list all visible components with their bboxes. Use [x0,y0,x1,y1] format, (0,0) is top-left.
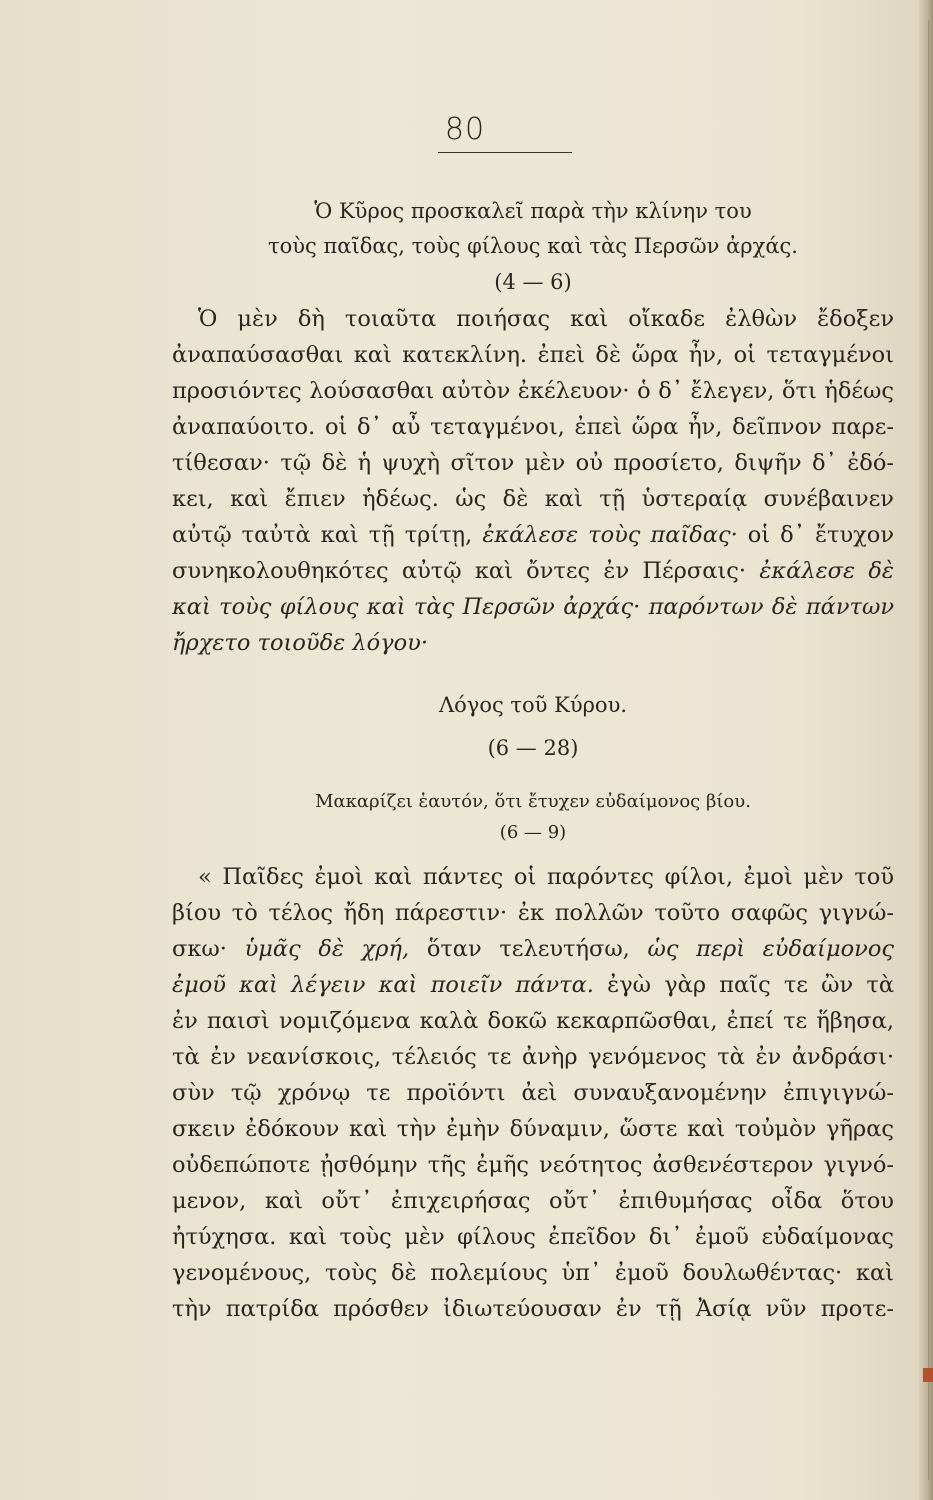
paragraph-line: ἠτύχησα. καὶ τοὺς μὲν φίλους ἐπεῖδον δι᾽ ἐμοῦ εὐδαίμονας [172,1224,894,1250]
paragraph-line [172,520,894,550]
text-run-italic: ἐκάλεσε δὲ [759,558,895,584]
page-number: 80 [444,112,486,147]
paragraph-line: « Παῖδες ἐμοὶ καὶ πάντες οἱ παρόντες φίλοι, ἐμοὶ μὲν τοῦ [198,864,894,890]
text-run: ὅταν τελευτήσω, [426,936,630,962]
text-run-italic: ἐκάλεσε τοὺς παῖδας· [482,522,738,548]
section-heading-title: Μακαρίζει ἑαυτόν, ὅτι ἔτυχεν εὐδαίμονος βίου. [315,791,751,812]
page-edge-mark [923,1368,933,1382]
paragraph-line: Ὁ μὲν δὴ τοιαῦτα ποιήσας καὶ οἴκαδε ἐλθὼν ἔδοξεν [198,306,894,332]
paragraph-line [172,556,894,586]
paragraph-line: οὐδεπώποτε ᾐσθόμην τῆς ἐμῆς νεότητος ἀσθενέστερον γιγνό- [172,1152,894,1178]
page-edge [919,0,933,1500]
paragraph-line: τὰ ἐν νεανίσκοις, τέλειός τε ἀνὴρ γενόμενος τὰ ἐν ἀνδράσι· [172,1044,894,1070]
page-number-rule [438,152,572,153]
paragraph-line: μενον, καὶ οὔτ᾽ ἐπιχειρήσας οὔτ᾽ ἐπιθυμήσας οἶδα ὅτου [172,1188,894,1214]
summary-heading-line-2: τοὺς παῖδας, τοὺς φίλους καὶ τὰς Περσῶν ἀρχάς. [268,234,798,258]
summary-heading-line-1: Ὁ Κῦρος προσκαλεῖ παρὰ τὴν κλίνην του [314,199,752,223]
text-run: συνηκολουθηκότες αὐτῷ καὶ ὄντες ἐν Πέρσαις· [172,558,747,584]
speech-heading-ref: (6 — 28) [487,736,579,760]
text-run-italic: ὑμᾶς δὲ χρή, [244,936,410,962]
paragraph-line: τὴν πατρίδα πρόσθεν ἰδιωτεύουσαν ἐν τῇ Ἀσίᾳ νῦν προτε- [172,1296,894,1322]
paragraph-line: κει, καὶ ἔπιεν ἡδέως. ὡς δὲ καὶ τῇ ὑστεραίᾳ συνέβαινεν [172,486,894,512]
paragraph-line: τίθεσαν· τῷ δὲ ἡ ψυχὴ σῖτον μὲν οὐ προσίετο, διψῆν δ᾽ ἐδό- [172,450,894,476]
paragraph-line: ἐν παισὶ νομιζόμενα καλὰ δοκῶ κεκαρπῶσθαι, ἐπεί τε ἥβησα, [172,1008,894,1034]
paragraph-line: βίου τὸ τέλος ἤδη πάρεστιν· ἐκ πολλῶν τοῦτο σαφῶς γιγνώ- [172,900,894,926]
text-run: ἐγὼ γὰρ παῖς τε ὢν τὰ [607,972,895,998]
summary-heading-ref: (4 — 6) [494,270,572,294]
text-run: αὐτῷ ταὐτὰ καὶ τῇ τρίτῃ, [172,522,473,548]
paragraph-line: σὺν τῷ χρόνῳ τε προϊόντι ἀεὶ συναυξανομένην ἐπιγιγνώ- [172,1080,894,1106]
text-run-italic: ἐμοῦ καὶ λέγειν καὶ ποιεῖν πάντα. [172,972,594,998]
page-edge-line [928,20,929,1480]
paragraph-line: ἀναπαύσασθαι καὶ κατεκλίνη. ἐπεὶ δὲ ὥρα ἦν, οἱ τεταγμένοι [172,342,894,368]
paragraph-line [172,934,894,964]
text-run: οἱ δ᾽ ἔτυχον [747,522,895,548]
paragraph-line: σκειν ἐδόκουν καὶ τὴν ἐμὴν δύναμιν, ὥστε καὶ τοὐμὸν γῆρας [172,1116,894,1142]
paragraph-line: καὶ τοὺς φίλους καὶ τὰς Περσῶν ἀρχάς· παρόντων δὲ πάντων [172,594,894,620]
paragraph-line: ἤρχετο τοιοῦδε λόγου· [172,630,429,656]
text-run-italic: ὡς περὶ εὐδαίμονος [647,936,894,962]
paragraph-line: ἀναπαύοιτο. οἱ δ᾽ αὖ τεταγμένοι, ἐπεὶ ὥρα ἦν, δεῖπνον παρε- [172,414,894,440]
text-run: σκω· [172,936,227,962]
paragraph-line: γενομένους, τοὺς δὲ πολεμίους ὑπ᾽ ἐμοῦ δουλωθέντας· καὶ [172,1260,894,1286]
paragraph-line [172,970,894,1000]
speech-heading-title: Λόγος τοῦ Κύρου. [438,693,628,717]
paragraph-line: προσιόντες λούσασθαι αὐτὸν ἐκέλευον· ὁ δ᾽ ἔλεγεν, ὅτι ἡδέως [172,378,894,404]
section-heading-ref: (6 — 9) [499,822,567,843]
